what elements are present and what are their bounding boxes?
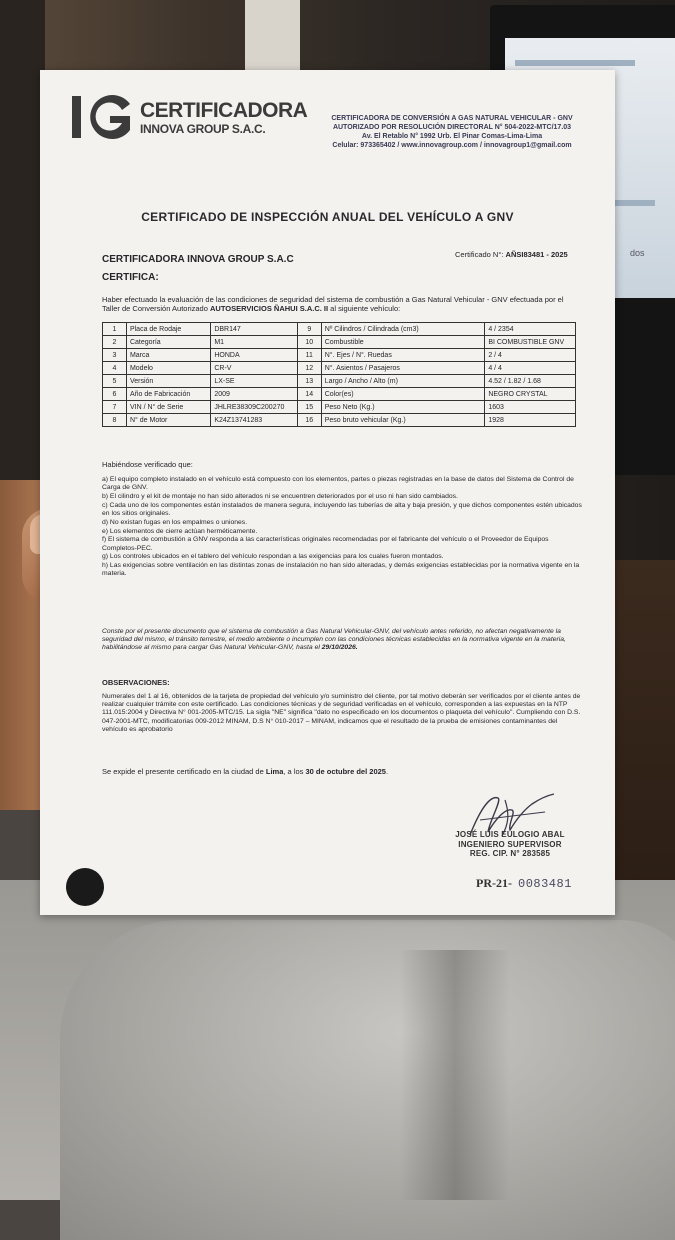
checklist-item: f) El sistema de combustión a GNV responda a las características originales recomendadas por el fabricante del vehículo o el Proveedor de Equipos Completos-PEC. xyxy=(102,536,549,552)
field-label: Marca xyxy=(126,349,210,362)
intro-text: Haber efectuado la evaluación de las condiciones de seguridad del sistema de combustión a Gas Natural Vehicular - GNV efectuada por el Taller de Conversión Autorizado xyxy=(102,295,564,313)
field-value: CR-V xyxy=(211,362,297,375)
certificate-number-label: Certificado N°: xyxy=(455,250,504,259)
row-number: 12 xyxy=(297,362,321,375)
background-pants xyxy=(60,920,675,1240)
table-row xyxy=(103,336,576,349)
certifica-heading: CERTIFICA: xyxy=(102,272,159,283)
company-logo-icon xyxy=(70,92,136,142)
signatory-registration: REG. CIP. N° 283585 xyxy=(469,849,551,858)
document-title: CERTIFICADO DE INSPECCIÓN ANUAL DEL VEHÍCULO A GNV xyxy=(141,210,514,224)
row-number: 5 xyxy=(103,375,127,388)
signatory-block xyxy=(435,830,585,859)
row-number: 9 xyxy=(297,323,321,336)
field-value: HONDA xyxy=(211,349,297,362)
field-label: Año de Fabricación xyxy=(126,388,210,401)
certificate-number xyxy=(455,250,568,259)
row-number: 16 xyxy=(297,414,321,427)
logo-name-line1: CERTIFICADORA xyxy=(140,99,308,122)
field-label: Combustible xyxy=(321,336,485,349)
row-number: 11 xyxy=(297,349,321,362)
observations-title: OBSERVACIONES: xyxy=(102,678,170,687)
table-row xyxy=(103,375,576,388)
workshop-name: AUTOSERVICIOS ÑAHUI S.A.C. II xyxy=(210,304,329,313)
field-value: 1928 xyxy=(485,414,576,427)
field-value: 4 / 2354 xyxy=(485,323,576,336)
validity-text: Conste por el presente documento que el sistema de combustión a Gas Natural Vehicular-GNV, del vehículo antes referido, no afectan negativamente la seguridad del mismo, el tránsito terrestre, el medio ambiente o incumplen con las condiciones técnicas establecidas en la normativa vigente en la materia, habilitándose al mismo para cargar Gas Natural Vehicular-GNV, hasta el xyxy=(102,628,566,652)
issue-statement xyxy=(102,767,388,776)
validity-date: 29/10/2026. xyxy=(321,644,358,652)
serial-value: 0083481 xyxy=(518,877,572,891)
table-row xyxy=(103,362,576,375)
checklist-item: g) Los controles ubicados en el tablero del vehículo respondan a las exigencias para los cuales fueron montados. xyxy=(102,553,444,561)
row-number: 15 xyxy=(297,401,321,414)
intro-paragraph xyxy=(102,295,582,313)
table-row xyxy=(103,323,576,336)
header-info-line: AUTORIZADO POR RESOLUCIÓN DIRECTORAL N° 504-2022-MTC/17.03 xyxy=(332,124,572,131)
field-label: Largo / Ancho / Alto (m) xyxy=(321,375,485,388)
checklist-item: h) Las exigencias sobre ventilación en las distintas zonas de instalación no han sido alteradas, y demás exigencias establecidas por la normativa vigente en la materia. xyxy=(102,562,580,578)
field-value: LX-SE xyxy=(211,375,297,388)
serial-number xyxy=(476,876,572,891)
field-value: 1603 xyxy=(485,401,576,414)
logo-name-line2: INNOVA GROUP S.A.C. xyxy=(140,122,266,136)
certificate-paper xyxy=(40,70,615,915)
background-shadow xyxy=(0,0,45,500)
row-number: 3 xyxy=(103,349,127,362)
header-info-line: CERTIFICADORA DE CONVERSIÓN A GAS NATURAL VEHICULAR - GNV xyxy=(331,115,573,122)
vehicle-table xyxy=(102,322,576,427)
field-value: 4 / 4 xyxy=(485,362,576,375)
row-number: 10 xyxy=(297,336,321,349)
company-logo-text xyxy=(140,100,307,135)
field-value: 4.52 / 1.82 / 1.68 xyxy=(485,375,576,388)
signatory-title: INGENIERO SUPERVISOR xyxy=(458,839,562,849)
field-label: N° de Motor xyxy=(126,414,210,427)
company-name: CERTIFICADORA INNOVA GROUP S.A.C xyxy=(102,254,294,265)
checklist-item: b) El cilindro y el kit de montaje no han sido alterados ni se encuentren deteriorados por el uso ni han sido cambiados. xyxy=(102,493,458,500)
pants-fold xyxy=(400,950,510,1200)
row-number: 2 xyxy=(103,336,127,349)
field-value: 2009 xyxy=(211,388,297,401)
issue-prefix: Se expide el presente certificado en la ciudad de xyxy=(102,767,264,776)
intro-suffix: al siguiente vehículo: xyxy=(330,304,401,313)
field-label: Peso bruto vehicular (Kg.) xyxy=(321,414,485,427)
certificate-number-value: AÑSI83481 - 2025 xyxy=(505,250,568,259)
screen-text: dos xyxy=(630,248,645,258)
field-label: Categoría xyxy=(126,336,210,349)
field-label: Versión xyxy=(126,375,210,388)
field-value: NEGRO CRYSTAL xyxy=(485,388,576,401)
row-number: 14 xyxy=(297,388,321,401)
table-row xyxy=(103,349,576,362)
row-number: 7 xyxy=(103,401,127,414)
verified-intro: Habiéndose verificado que: xyxy=(102,460,193,469)
signatory-name: JOSÉ LUIS EULOGIO ABAL xyxy=(455,830,565,839)
checklist-item: a) El equipo completo instalado en el vehículo está compuesto con los elementos, partes o piezas registradas en la base de datos del Sistema de Control de Carga de GNV. xyxy=(102,476,574,492)
table-row xyxy=(103,388,576,401)
issue-middle: , a los xyxy=(283,767,304,776)
verification-checklist xyxy=(102,476,582,579)
field-label: Peso Neto (Kg.) xyxy=(321,401,485,414)
header-info-line: Av. El Retablo N° 1992 Urb. El Pinar Comas-Lima-Lima xyxy=(361,133,543,140)
field-value: 2 / 4 xyxy=(485,349,576,362)
row-number: 13 xyxy=(297,375,321,388)
table-row xyxy=(103,401,576,414)
field-label: Nº Cilindros / Cilindrada (cm3) xyxy=(321,323,485,336)
checklist-item: c) Cada uno de los componentes están instalados de manera segura, incluyendo las tuberías de alta y baja presión, y que dichos componentes estén ubicados en los sitios originales. xyxy=(102,501,582,517)
field-value: DBR147 xyxy=(211,323,297,336)
row-number: 4 xyxy=(103,362,127,375)
table-row xyxy=(103,414,576,427)
punch-hole xyxy=(66,868,104,906)
field-label: N°. Asientos / Pasajeros xyxy=(321,362,485,375)
field-label: Modelo xyxy=(126,362,210,375)
checklist-item: e) Los elementos de cierre actúan herméticamente. xyxy=(102,527,258,535)
field-value: M1 xyxy=(211,336,297,349)
background-light xyxy=(245,0,300,70)
field-value: JHLRE38309C200270 xyxy=(211,401,297,414)
screen-line xyxy=(515,60,635,66)
issue-suffix: . xyxy=(385,767,389,776)
checklist-item: d) No existan fugas en los empalmes o uniones. xyxy=(102,518,248,526)
observations-text: Numerales del 1 al 16, obtenidos de la tarjeta de propiedad del vehículo y/o suministro del cliente, por tal motivo deberán ser verificados por el cliente antes de realizar cualquier trámite con este certificado. Las condiciones técnicas y de seguridad verificadas en el vehículo, corresponden a las expuestas en la NTP 111.015:2004 y Directiva N° 001-2005-MTC/15. La sigla "NE" significa "dato no especificado en los documentos o plaqueta del vehículo". Cumpliendo con D.S. 047-2001-MTC, modificatorias 009-2012 MINAM, D.S N° 010-2017 – MINAM, indicamos que el resultado de la prueba de emisiones contaminantes del vehículo es aprobatorio xyxy=(102,693,581,733)
field-label: VIN / N° de Serie xyxy=(126,401,210,414)
field-label: Color(es) xyxy=(321,388,485,401)
header-info-line: Celular: 973365402 / www.innovagroup.com / innovagroup1@gmail.com xyxy=(332,142,572,149)
field-value: BI COMBUSTIBLE GNV xyxy=(485,336,576,349)
validity-statement xyxy=(102,628,584,653)
field-label: Placa de Rodaje xyxy=(126,323,210,336)
field-label: N°. Ejes / N°. Ruedas xyxy=(321,349,485,362)
issue-date: 30 de octubre del 2025 xyxy=(305,767,386,776)
serial-prefix: PR-21- xyxy=(476,876,512,890)
row-number: 1 xyxy=(103,323,127,336)
header-info xyxy=(302,114,602,150)
row-number: 6 xyxy=(103,388,127,401)
issue-city: Lima xyxy=(265,767,284,776)
field-value: K24Z13741283 xyxy=(211,414,297,427)
row-number: 8 xyxy=(103,414,127,427)
